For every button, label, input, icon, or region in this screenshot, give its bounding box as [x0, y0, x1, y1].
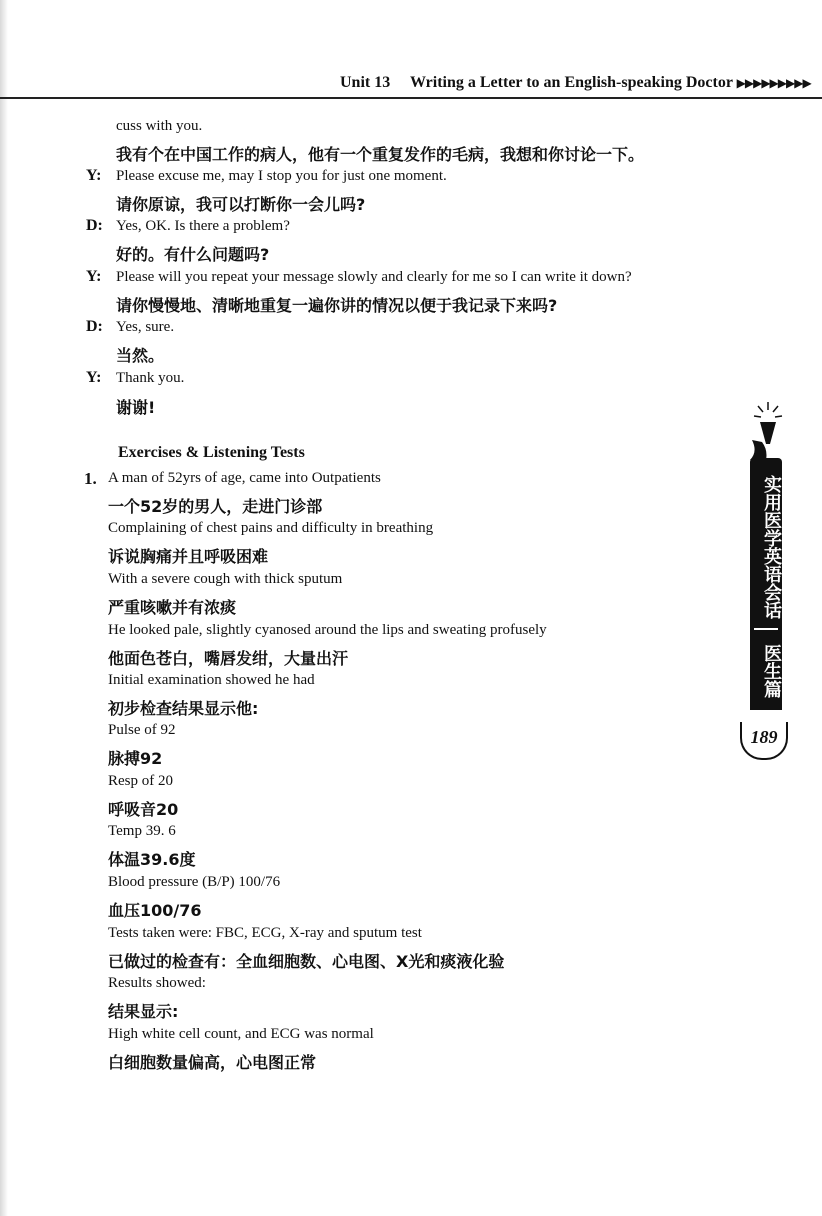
- exercise-line-en: Pulse of 92: [108, 722, 176, 738]
- exercise-line-zh: 白细胞数量偏高，心电图正常: [108, 1053, 317, 1072]
- side-tab: [750, 458, 782, 710]
- exercise-line-zh: 严重咳嗽并有浓痰: [108, 598, 237, 617]
- exercise-line-zh: 诉说胸痛并且呼吸困难: [108, 547, 269, 566]
- header-rule: [0, 97, 822, 99]
- speaker-label: Y:: [86, 369, 102, 386]
- dialogue-line-en: Please will you repeat your message slowly and clearly for me so I can write it down?: [116, 269, 632, 285]
- page-number: 189: [740, 722, 788, 760]
- dialogue-line-zh: 请你慢慢地、清晰地重复一遍你讲的情况以便于我记录下来吗?: [116, 296, 558, 315]
- exercise-line-en: With a severe cough with thick sputum: [108, 571, 343, 587]
- speaker-label: D:: [86, 217, 103, 234]
- exercise-line-en: Resp of 20: [108, 773, 173, 789]
- dialogue-line-en: Yes, OK. Is there a problem?: [116, 218, 290, 234]
- exercise-line-en: Tests taken were: FBC, ECG, X-ray and sputum test: [108, 925, 422, 941]
- speaker-label: D:: [86, 318, 103, 335]
- exercise-line-en: Complaining of chest pains and difficulty in breathing: [108, 520, 434, 536]
- header-arrows: ▶▶▶▶▶▶▶▶▶: [736, 76, 811, 90]
- exercises-heading: Exercises & Listening Tests: [118, 444, 305, 461]
- dialogue-line-zh: 好的。有什么问题吗?: [116, 245, 270, 264]
- dialogue-line-en: cuss with you.: [116, 118, 203, 134]
- side-tab-divider: [754, 628, 778, 630]
- exercise-line-zh: 已做过的检查有：全血细胞数、心电图、X光和痰液化验: [108, 952, 505, 971]
- exercise-line-zh: 脉搏92: [108, 749, 163, 768]
- exercise-line-en: He looked pale, slightly cyanosed around the lips and sweating profusely: [108, 622, 547, 638]
- exercise-line-zh: 体温39.6度: [108, 850, 196, 869]
- page-edge-shadow: [0, 0, 8, 1216]
- exercise-line-en: Temp 39. 6: [108, 823, 176, 839]
- book-title-vertical: 实用医学英语会话: [761, 475, 782, 619]
- exercise-line-zh: 他面色苍白，嘴唇发绀，大量出汗: [108, 649, 349, 668]
- speaker-label: Y:: [86, 268, 102, 285]
- exercise-line-zh: 初步检查结果显示他:: [108, 699, 259, 718]
- exercise-line-en: A man of 52yrs of age, came into Outpatients: [108, 470, 381, 486]
- dialogue-line-zh: 当然。: [116, 346, 165, 365]
- exercise-line-zh: 呼吸音20: [108, 800, 179, 819]
- torch-icon: [748, 400, 784, 460]
- running-header: [340, 74, 811, 92]
- dialogue-line-en: Please excuse me, may I stop you for just one moment.: [116, 168, 447, 184]
- unit-label: Unit 13: [340, 74, 391, 91]
- dialogue-line-zh: 请你原谅，我可以打断你一会儿吗?: [116, 195, 366, 214]
- dialogue-line-zh: 谢谢!: [116, 398, 156, 417]
- book-subtitle-vertical: 医生篇: [761, 644, 782, 698]
- exercise-line-en: Results showed:: [108, 975, 206, 991]
- chapter-title: Writing a Letter to an English-speaking Doctor: [409, 74, 733, 91]
- exercise-number: 1.: [84, 469, 97, 488]
- dialogue-line-en: Thank you.: [116, 370, 185, 386]
- dialogue-line-zh: 我有个在中国工作的病人，他有一个重复发作的毛病，我想和你讨论一下。: [116, 145, 645, 164]
- exercise-line-zh: 血压100/76: [108, 901, 202, 920]
- exercise-line-en: Blood pressure (B/P) 100/76: [108, 874, 281, 890]
- exercise-line-en: Initial examination showed he had: [108, 672, 315, 688]
- speaker-label: Y:: [86, 167, 102, 184]
- exercise-line-zh: 一个52岁的男人，走进门诊部: [108, 497, 323, 516]
- exercise-line-en: High white cell count, and ECG was normal: [108, 1026, 374, 1042]
- exercise-line-zh: 结果显示:: [108, 1002, 179, 1021]
- dialogue-line-en: Yes, sure.: [116, 319, 175, 335]
